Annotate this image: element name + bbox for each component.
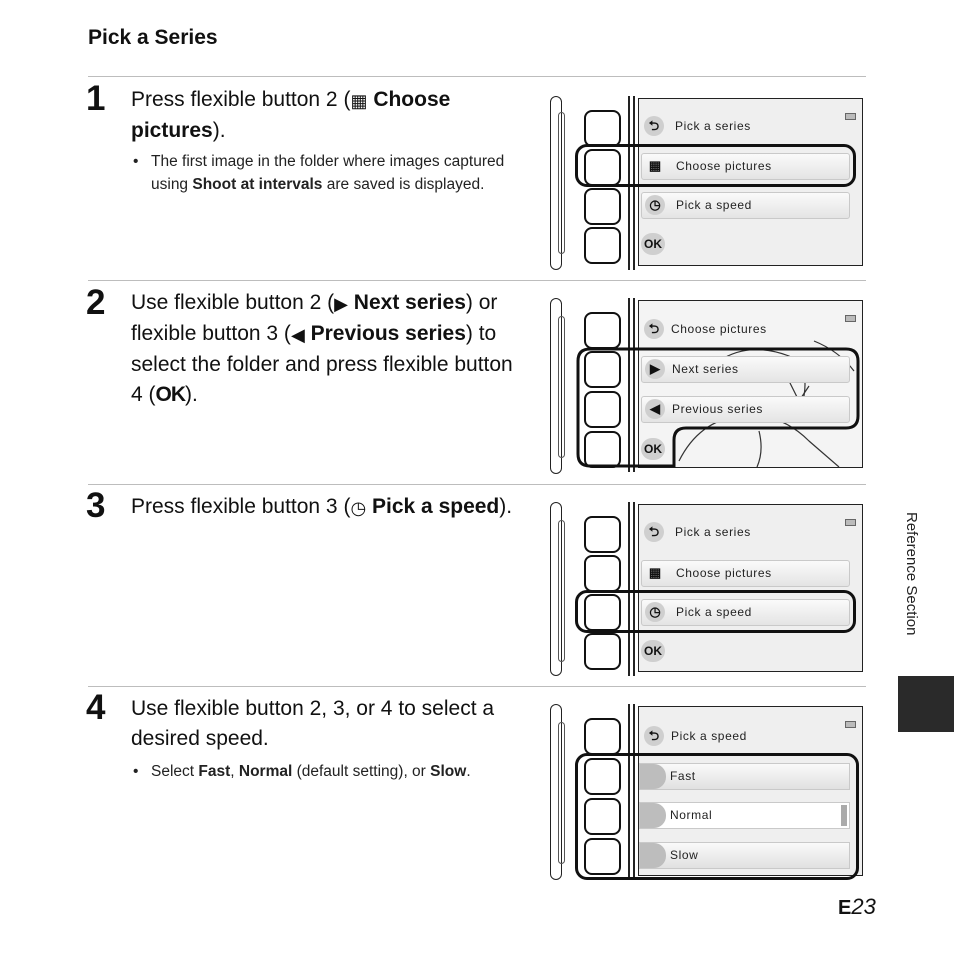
flexible-button-1 xyxy=(584,110,621,147)
back-arrow-icon: ⮌ xyxy=(644,319,664,339)
selection-highlight xyxy=(575,590,856,633)
step-number: 3 xyxy=(86,486,106,525)
step-instruction: Press flexible button 2 (▦ Choose pictures). xyxy=(131,88,451,142)
back-arrow-icon: ⮌ xyxy=(644,116,664,136)
menu-row-choose-pictures: ▦ Choose pictures xyxy=(641,153,850,180)
menu-row-pick-speed: ◷ Pick a speed xyxy=(641,192,850,219)
timer-icon: ◷ xyxy=(645,195,665,215)
back-arrow-icon: ⮌ xyxy=(644,726,664,746)
camera-screen xyxy=(638,504,863,672)
flexible-button-1 xyxy=(584,718,621,755)
camera-bezel xyxy=(558,112,565,254)
step-instruction: Press flexible button 3 (◷ Pick a speed). xyxy=(131,492,526,523)
timer-icon: ◷ xyxy=(350,498,367,518)
section-label: Reference Section xyxy=(903,512,920,636)
play-left-icon: ◀ xyxy=(290,325,305,345)
play-left-icon: ◀ xyxy=(645,399,665,419)
flexible-button-4 xyxy=(584,227,621,264)
step-number: 4 xyxy=(86,688,106,727)
menu-row-choose-pictures: ▦ Choose pictures xyxy=(641,560,850,587)
step-instruction: Use flexible button 2, 3, or 4 to select a desired speed. xyxy=(131,697,495,750)
timer-icon: ◷ xyxy=(645,602,665,622)
divider xyxy=(88,484,866,485)
divider xyxy=(88,76,866,77)
flexible-button-1 xyxy=(584,516,621,553)
page-number: E23 xyxy=(838,894,876,919)
ok-badge: OK xyxy=(641,640,665,662)
selection-highlight xyxy=(575,144,856,187)
menu-row-next-series: ▶ Next series xyxy=(641,356,850,383)
camera-edge xyxy=(628,502,630,676)
flexible-button-2 xyxy=(584,555,621,592)
camera-bezel xyxy=(558,722,565,864)
speed-option-slow: Slow xyxy=(639,842,850,869)
menu-row-back: ⮌ Pick a series xyxy=(641,520,848,545)
camera-edge xyxy=(633,502,635,676)
step-number: 1 xyxy=(86,79,106,118)
ok-badge: OK xyxy=(641,438,665,460)
flexible-button-4 xyxy=(584,633,621,670)
selection-highlight xyxy=(575,753,859,880)
reference-section-icon: E xyxy=(838,897,852,919)
menu-row-back: ⮌ Pick a speed xyxy=(641,724,848,749)
camera-illustration xyxy=(546,294,866,476)
speed-option-normal: Normal xyxy=(639,802,850,829)
back-arrow-icon: ⮌ xyxy=(644,522,664,542)
grid-check-icon: ▦ xyxy=(648,158,662,173)
menu-row-previous-series: ◀ Previous series xyxy=(641,396,850,423)
menu-row-back: ⮌ Pick a series xyxy=(641,114,848,139)
selection-highlight xyxy=(546,294,866,476)
play-right-icon: ▶ xyxy=(645,359,665,379)
camera-illustration xyxy=(546,498,866,678)
menu-row-back: ⮌ Choose pictures xyxy=(641,317,848,342)
grid-check-icon: ▦ xyxy=(648,565,662,580)
ok-badge: OK xyxy=(641,233,665,255)
grid-check-icon: ▦ xyxy=(350,91,368,111)
divider xyxy=(88,686,866,687)
ok-glyph: OK xyxy=(155,383,186,406)
step-number: 2 xyxy=(86,283,106,322)
camera-illustration xyxy=(546,700,866,882)
step-instruction: Use flexible button 2 (▶ Next series) or flexible button 3 (◀ Previous series) to select the folder and press flexible button 4 (OK). xyxy=(131,291,513,406)
play-right-icon: ▶ xyxy=(334,294,348,314)
speed-option-fast: Fast xyxy=(639,763,850,790)
divider xyxy=(88,280,866,281)
section-tab xyxy=(898,676,954,732)
page-title: Pick a Series xyxy=(88,26,218,49)
menu-row-pick-speed: ◷ Pick a speed xyxy=(641,599,850,626)
camera-bezel xyxy=(558,520,565,662)
camera-illustration xyxy=(546,92,866,272)
flexible-button-3 xyxy=(584,188,621,225)
